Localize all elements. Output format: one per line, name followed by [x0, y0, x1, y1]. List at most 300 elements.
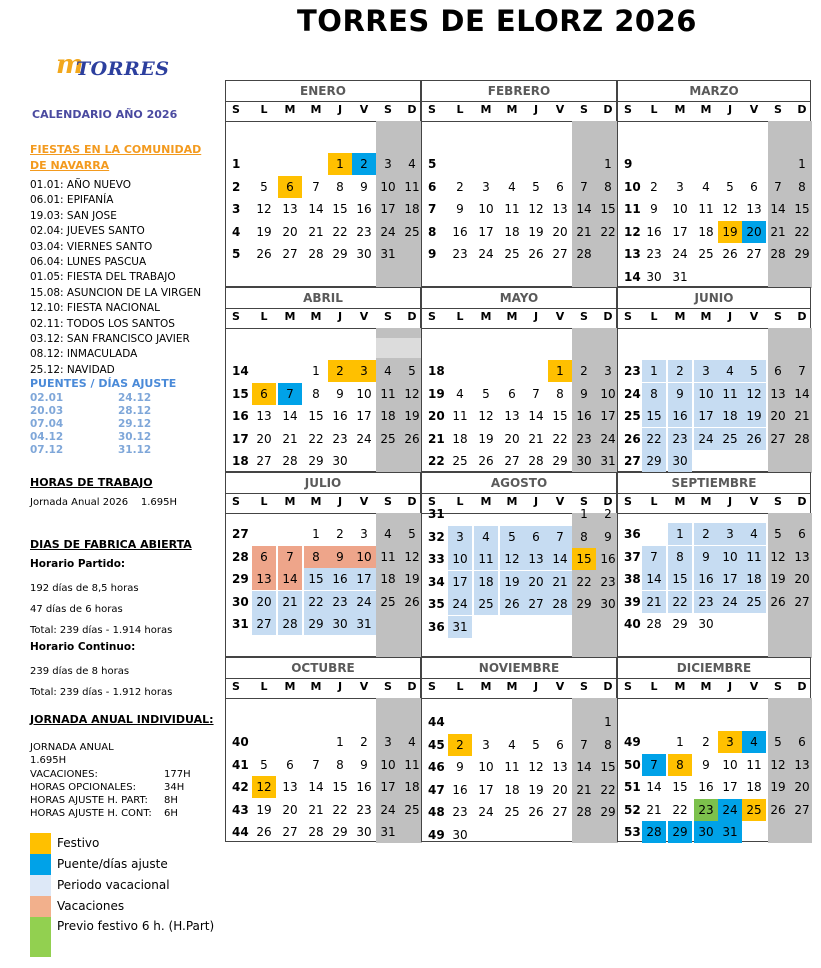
week-number: 52 [624, 802, 641, 817]
week-number: 7 [428, 202, 437, 216]
day-cell: 8 [580, 529, 588, 544]
month-agosto [421, 472, 617, 657]
weekday-header: M [284, 495, 296, 508]
month-name: MARZO [689, 84, 739, 98]
day-cell: 26 [404, 594, 420, 609]
jornada-anual: Jornada Anual 2026 1.695H [30, 497, 178, 508]
weekday-header: M [674, 495, 686, 508]
day-cell: 7 [580, 179, 588, 194]
day-cell: 8 [336, 179, 344, 194]
week-number: 9 [428, 247, 437, 261]
day-cell: 1 [604, 715, 612, 729]
day-cell: 13 [256, 409, 272, 423]
day-cell: 10 [672, 202, 688, 216]
month-enero [225, 80, 421, 287]
day-cell: 13 [252, 568, 276, 590]
fiesta-item: 02.04: JUEVES SANTO [30, 225, 145, 238]
day-cell: 9 [456, 760, 464, 774]
day-cell: 7 [642, 546, 666, 568]
day-cell: 9 [702, 757, 710, 772]
day-cell: 16 [576, 409, 592, 423]
month-name: MAYO [499, 291, 539, 305]
day-cell: 27 [552, 805, 568, 819]
day-cell: 25 [404, 224, 420, 239]
weekday-header: M [284, 680, 296, 693]
day-cell: 3 [384, 735, 392, 749]
day-cell: 24 [380, 802, 396, 817]
legend-swatch [30, 854, 51, 875]
partido-line: 192 días de 8,5 horas [30, 583, 139, 594]
continuo-lines [30, 661, 172, 703]
day-cell: 12 [404, 549, 420, 564]
day-cell: 5 [774, 527, 782, 541]
day-cell: 6 [252, 383, 276, 405]
day-cell: 29 [576, 597, 592, 611]
day-cell: 7 [312, 179, 320, 194]
week-number: 27 [624, 454, 641, 468]
day-cell: 22 [308, 431, 324, 446]
day-cell: 15 [672, 780, 688, 794]
day-cell: 6 [278, 176, 302, 198]
puente-date: 04.12 [30, 431, 64, 443]
weekday-header: D [797, 103, 807, 116]
continuo-line: 239 días de 8 horas [30, 666, 130, 677]
weekday-header: S [232, 680, 240, 693]
puente-row [30, 431, 160, 444]
weekday-header: M [674, 103, 686, 116]
day-cell: 22 [668, 591, 692, 613]
day-cell: 29 [552, 454, 568, 468]
week-number: 45 [428, 737, 445, 752]
week-number: 53 [624, 825, 641, 839]
day-cell: 27 [256, 454, 272, 468]
day-cell: 18 [504, 224, 520, 239]
weekday-header: D [603, 495, 613, 508]
day-cell: 9 [694, 546, 718, 568]
day-cell: 22 [552, 431, 568, 446]
day-cell: 21 [646, 802, 662, 817]
month-junio [617, 287, 811, 472]
weekday-header: M [674, 680, 686, 693]
weekday-header: J [337, 310, 343, 323]
day-cell: 22 [642, 428, 666, 450]
day-cell: 31 [380, 247, 396, 261]
day-cell: 21 [794, 409, 810, 423]
day-cell: 6 [556, 737, 564, 752]
puente-date: 29.12 [118, 418, 152, 430]
horario-partido: Horario Partido: [30, 558, 126, 570]
day-cell: 3 [384, 157, 392, 171]
day-cell: 20 [770, 409, 786, 423]
week-number: 12 [624, 224, 641, 239]
fiesta-item: 12.10: FIESTA NACIONAL [30, 302, 160, 315]
puente-date: 24.12 [118, 392, 152, 404]
weekday-header: L [650, 680, 658, 693]
day-cell: 18 [698, 224, 714, 239]
month-octubre [225, 657, 421, 842]
day-cell: 14 [308, 780, 324, 794]
day-cell: 24 [356, 431, 372, 446]
weekday-header: S [428, 680, 436, 693]
weekday-header: L [650, 495, 658, 508]
weekday-header: V [359, 680, 369, 693]
day-cell: 10 [718, 546, 742, 568]
day-cell: 21 [282, 431, 298, 446]
day-cell: 11 [746, 757, 762, 772]
day-cell: 10 [380, 179, 396, 194]
individual-row [30, 768, 200, 781]
day-cell: 12 [770, 549, 786, 564]
weekday-header: M [674, 310, 686, 323]
week-number: 8 [428, 224, 437, 239]
day-cell: 22 [304, 591, 328, 613]
week-number: 1 [232, 157, 241, 171]
page-title: TORRES DE ELORZ 2026 [297, 4, 697, 38]
day-cell: 18 [404, 780, 420, 794]
day-cell: 19 [256, 224, 272, 239]
day-cell: 4 [384, 364, 392, 378]
day-cell: 24 [694, 428, 718, 450]
day-cell: 21 [770, 224, 786, 239]
weekday-header: D [407, 495, 417, 508]
day-cell: 11 [452, 409, 468, 423]
day-cell: 26 [404, 431, 420, 446]
day-cell: 27 [282, 247, 298, 261]
week-number: 4 [232, 224, 241, 239]
individual-label: 1.695H [30, 755, 67, 767]
puente-row [30, 418, 160, 431]
day-cell: 26 [528, 805, 544, 819]
week-number: 36 [624, 527, 641, 541]
week-number: 51 [624, 780, 641, 794]
day-cell: 11 [474, 548, 498, 570]
week-number: 33 [428, 552, 445, 566]
weekday-header: M [700, 310, 712, 323]
day-cell: 20 [794, 572, 810, 586]
weekday-header: S [624, 680, 632, 693]
day-cell: 13 [794, 757, 810, 772]
weekday-header: S [774, 310, 782, 323]
day-cell: 28 [278, 613, 302, 635]
individual-row [30, 781, 200, 794]
day-cell: 17 [478, 224, 494, 239]
week-number: 5 [232, 247, 241, 261]
weekday-header: D [407, 103, 417, 116]
weekday-header: J [727, 680, 733, 693]
day-cell: 5 [742, 360, 766, 382]
day-cell: 28 [576, 247, 592, 261]
day-cell: 18 [404, 202, 420, 216]
day-cell: 9 [456, 202, 464, 216]
weekday-header: S [624, 495, 632, 508]
day-cell: 17 [478, 782, 494, 797]
day-cell: 7 [312, 757, 320, 772]
week-number: 21 [428, 431, 445, 446]
day-cell: 9 [360, 757, 368, 772]
month-name: JUNIO [694, 291, 734, 305]
divider [422, 493, 616, 494]
day-cell: 7 [774, 179, 782, 194]
day-cell: 30 [646, 269, 662, 284]
day-cell: 5 [532, 737, 540, 752]
day-cell: 30 [668, 450, 692, 472]
weekday-header: L [456, 103, 464, 116]
day-cell: 25 [474, 593, 498, 615]
week-number: 23 [624, 364, 641, 378]
day-cell: 5 [726, 179, 734, 194]
day-cell: 17 [694, 405, 718, 427]
individual-label: HORAS AJUSTE H. CONT: [30, 808, 152, 820]
fiesta-item: 01.05: FIESTA DEL TRABAJO [30, 271, 176, 284]
day-cell: 2 [604, 507, 612, 521]
weekday-header: D [603, 103, 613, 116]
day-cell: 19 [404, 572, 420, 586]
week-number: 22 [428, 454, 445, 468]
day-cell: 3 [360, 527, 368, 541]
day-cell: 27 [524, 593, 548, 615]
day-cell: 8 [798, 179, 806, 194]
day-cell: 20 [524, 571, 548, 593]
partido-line: 47 días de 6 horas [30, 604, 123, 615]
week-number: 34 [428, 574, 445, 589]
day-cell: 11 [504, 202, 520, 216]
weekday-header: V [749, 103, 759, 116]
day-cell: 29 [332, 825, 348, 839]
day-cell: 25 [404, 802, 420, 817]
divider [422, 678, 616, 679]
day-cell: 25 [380, 594, 396, 609]
individual-row [30, 754, 200, 767]
weekday-header: M [480, 310, 492, 323]
day-cell: 27 [552, 247, 568, 261]
day-cell: 3 [482, 179, 490, 194]
day-cell: 6 [750, 179, 758, 194]
day-cell: 19 [528, 782, 544, 797]
day-cell: 2 [448, 734, 472, 756]
day-cell: 2 [456, 179, 464, 194]
weekday-header: V [749, 310, 759, 323]
day-cell: 30 [328, 613, 352, 635]
day-cell: 3 [676, 179, 684, 194]
week-number: 32 [428, 529, 445, 544]
individual-row [30, 794, 200, 807]
week-number: 50 [624, 757, 641, 772]
day-cell: 8 [304, 546, 328, 568]
individual-heading: JORNADA ANUAL INDIVIDUAL: [30, 713, 214, 726]
day-cell: 18 [504, 782, 520, 797]
day-cell: 13 [552, 202, 568, 216]
day-cell: 1 [668, 523, 692, 545]
day-cell: 6 [524, 526, 548, 548]
day-cell: 29 [308, 454, 324, 468]
puente-date: 07.04 [30, 418, 64, 430]
day-cell: 5 [408, 364, 416, 378]
puentes-heading: PUENTES / DÍAS AJUSTE [30, 377, 177, 390]
day-cell: 18 [742, 568, 766, 590]
day-cell: 6 [798, 527, 806, 541]
day-cell: 20 [742, 221, 766, 243]
day-cell: 11 [404, 179, 420, 194]
day-cell: 28 [646, 617, 662, 631]
day-cell: 1 [336, 735, 344, 749]
day-cell: 17 [380, 780, 396, 794]
day-cell: 20 [552, 782, 568, 797]
day-cell: 3 [718, 731, 742, 753]
day-cell: 20 [794, 780, 810, 794]
weekday-header: J [533, 680, 539, 693]
day-cell: 13 [746, 202, 762, 216]
day-cell: 3 [448, 526, 472, 548]
day-cell: 10 [448, 548, 472, 570]
weekday-header: S [624, 103, 632, 116]
day-cell: 4 [408, 157, 416, 171]
day-cell: 30 [694, 821, 718, 843]
day-cell: 15 [552, 409, 568, 423]
day-cell: 20 [282, 224, 298, 239]
day-cell: 29 [304, 613, 328, 635]
weekday-header: M [506, 495, 518, 508]
weekday-header: M [284, 103, 296, 116]
week-number: 41 [232, 757, 249, 772]
day-cell: 7 [278, 546, 302, 568]
month-febrero [421, 80, 617, 287]
day-cell: 17 [448, 571, 472, 593]
day-cell: 18 [718, 405, 742, 427]
week-number: 38 [624, 572, 641, 586]
week-number: 42 [232, 780, 249, 794]
individual-row [30, 741, 200, 754]
month-marzo [617, 80, 811, 287]
legend-swatch [30, 917, 51, 957]
day-cell: 8 [668, 754, 692, 776]
day-cell: 7 [580, 737, 588, 752]
day-cell: 30 [452, 827, 468, 842]
day-cell: 14 [794, 386, 810, 401]
legend-swatch [30, 833, 51, 854]
day-cell: 14 [282, 409, 298, 423]
day-cell: 21 [576, 782, 592, 797]
day-cell: 11 [380, 549, 396, 564]
week-number: 15 [232, 386, 249, 401]
day-cell: 30 [600, 597, 616, 611]
day-cell: 6 [556, 179, 564, 194]
weekday-header: V [555, 103, 565, 116]
puente-row [30, 444, 160, 457]
day-cell: 15 [332, 202, 348, 216]
week-number: 48 [428, 805, 445, 819]
day-cell: 25 [504, 247, 520, 261]
week-number: 24 [624, 386, 641, 401]
week-number: 43 [232, 802, 249, 817]
weekday-header: M [310, 310, 322, 323]
day-cell: 15 [332, 780, 348, 794]
day-cell: 5 [260, 757, 268, 772]
day-cell: 14 [576, 202, 592, 216]
week-number: 40 [232, 735, 249, 749]
day-cell: 13 [552, 760, 568, 774]
weekday-header: J [337, 495, 343, 508]
weekday-header: J [533, 103, 539, 116]
day-cell: 12 [528, 760, 544, 774]
day-cell: 4 [718, 360, 742, 382]
day-cell: 8 [668, 546, 692, 568]
day-cell: 26 [722, 247, 738, 261]
week-number: 25 [624, 409, 641, 423]
day-cell: 12 [742, 383, 766, 405]
day-cell: 17 [380, 202, 396, 216]
weekday-header: L [260, 495, 268, 508]
day-cell: 26 [770, 802, 786, 817]
month-name: DICIEMBRE [676, 661, 752, 675]
day-cell: 11 [404, 757, 420, 772]
day-cell: 25 [742, 591, 766, 613]
week-number: 10 [624, 179, 641, 194]
day-cell: 26 [528, 247, 544, 261]
day-cell: 23 [452, 805, 468, 819]
day-cell: 8 [336, 757, 344, 772]
week-number: 3 [232, 202, 241, 216]
day-cell: 6 [252, 546, 276, 568]
day-cell: 17 [722, 780, 738, 794]
day-cell: 23 [694, 799, 718, 821]
day-cell: 10 [356, 386, 372, 401]
day-cell: 30 [356, 825, 372, 839]
day-cell: 4 [702, 179, 710, 194]
day-cell: 24 [478, 805, 494, 819]
weekday-header: V [555, 495, 565, 508]
day-cell: 3 [718, 523, 742, 545]
weekday-header: S [232, 103, 240, 116]
week-number: 19 [428, 386, 445, 401]
day-cell: 8 [312, 386, 320, 401]
day-cell: 13 [504, 409, 520, 423]
day-cell: 24 [448, 593, 472, 615]
day-cell: 30 [698, 617, 714, 631]
day-cell: 18 [746, 780, 762, 794]
day-cell: 28 [528, 454, 544, 468]
week-number: 37 [624, 549, 641, 564]
weekday-header: D [797, 680, 807, 693]
day-cell: 23 [332, 431, 348, 446]
day-cell: 19 [742, 405, 766, 427]
day-cell: 20 [282, 802, 298, 817]
day-cell: 14 [642, 568, 666, 590]
day-cell: 16 [356, 202, 372, 216]
day-cell: 1 [328, 153, 352, 175]
weekday-header: S [428, 310, 436, 323]
day-cell: 29 [794, 247, 810, 261]
fiestas-list [30, 178, 201, 378]
weekday-header: S [580, 680, 588, 693]
individual-value: 177H [164, 768, 191, 780]
day-cell: 19 [718, 221, 742, 243]
weekday-header: L [260, 680, 268, 693]
day-cell: 19 [404, 409, 420, 423]
month-name: ENERO [300, 84, 346, 98]
logo-text: TORRES [76, 58, 170, 80]
month-name: AGOSTO [490, 476, 548, 490]
day-cell: 19 [528, 224, 544, 239]
day-cell: 6 [286, 757, 294, 772]
weekday-header: L [650, 310, 658, 323]
day-cell: 23 [694, 591, 718, 613]
day-cell: 7 [642, 754, 666, 776]
week-number: 14 [624, 269, 641, 284]
weekday-header: S [232, 310, 240, 323]
day-cell: 18 [380, 409, 396, 423]
day-cell: 28 [794, 431, 810, 446]
day-cell: 22 [600, 224, 616, 239]
